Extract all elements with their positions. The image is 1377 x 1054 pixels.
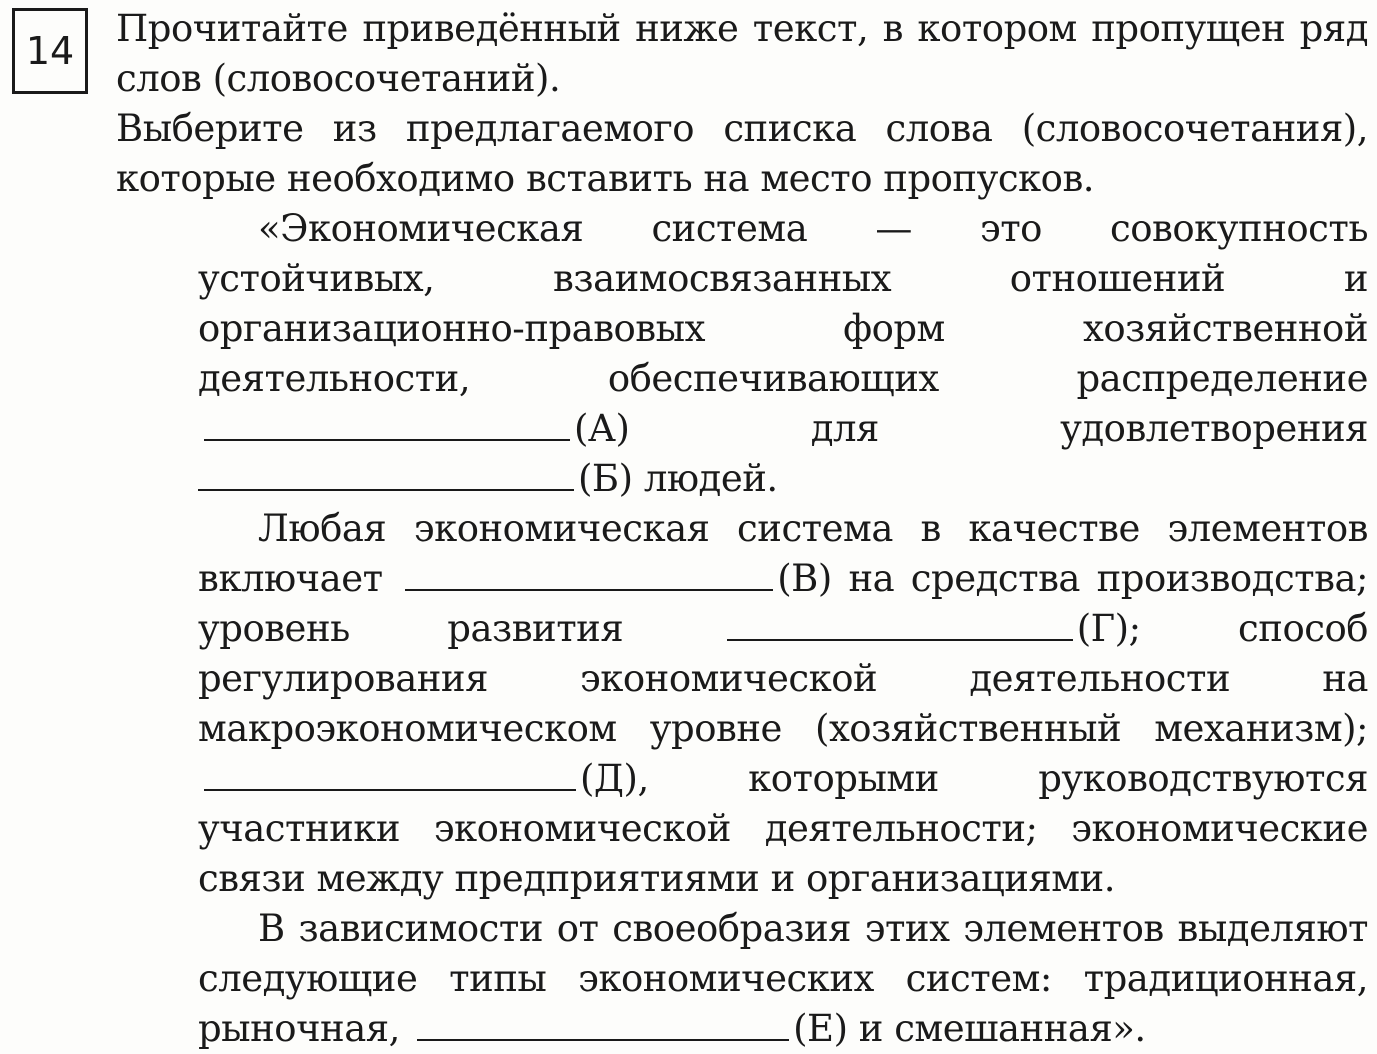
blank-g[interactable] — [727, 607, 1073, 641]
passage-paragraph-2 — [198, 504, 1368, 904]
passage-paragraph-3 — [198, 904, 1368, 1054]
p2-text-4: которыми руководствуются участники экономической деятельности; экономические связи между предприятиями и организациями. — [198, 757, 1368, 900]
task-number-box — [12, 8, 88, 94]
marker-e: (Е) — [793, 1007, 848, 1050]
p3-text-2: и смешанная». — [858, 1007, 1146, 1050]
blank-a[interactable] — [204, 407, 570, 441]
task-number: 14 — [25, 29, 75, 73]
p1-text-2: для удовлетворения — [810, 407, 1368, 450]
p3-text-1: В зависимости от своеобразия этих элементов выделяют следующие типы экономических систем: традиционная, рыночная, — [198, 907, 1368, 1050]
passage — [198, 204, 1368, 1054]
marker-g: (Г) — [1076, 607, 1129, 650]
p1-text-3: людей. — [643, 457, 778, 500]
p1-text-1: «Экономическая система — это совокупность устойчивых, взаимосвязанных отношений и организационно-правовых форм хозяйственной деятельности, обеспечивающих распределение — [198, 207, 1368, 400]
marker-d: (Д), — [580, 757, 649, 800]
blank-b[interactable] — [198, 457, 574, 491]
task-instructions — [116, 4, 1368, 204]
marker-b: (Б) — [578, 457, 633, 500]
marker-a: (А) — [574, 407, 630, 450]
blank-d[interactable] — [204, 757, 576, 791]
instruction-line-2: Выберите из предлагаемого списка слова (словосочетания), которые необходимо вставить на место пропусков. — [116, 107, 1368, 200]
instruction-line-1: Прочитайте приведённый ниже текст, в котором пропущен ряд слов (словосочетаний). — [116, 7, 1368, 100]
p2-text-1: Любая экономическая система в качестве элементов включает — [198, 507, 1368, 600]
blank-e[interactable] — [417, 1007, 789, 1041]
passage-paragraph-1 — [198, 204, 1368, 504]
p2-text-2: на средства производства; уровень развития — [198, 557, 1369, 650]
p2-text-3: ; способ регулирования экономической деятельности на макроэкономическом уровне (хозяйственный механизм); — [198, 607, 1368, 750]
blank-v[interactable] — [405, 557, 773, 591]
marker-v: (В) — [777, 557, 832, 600]
